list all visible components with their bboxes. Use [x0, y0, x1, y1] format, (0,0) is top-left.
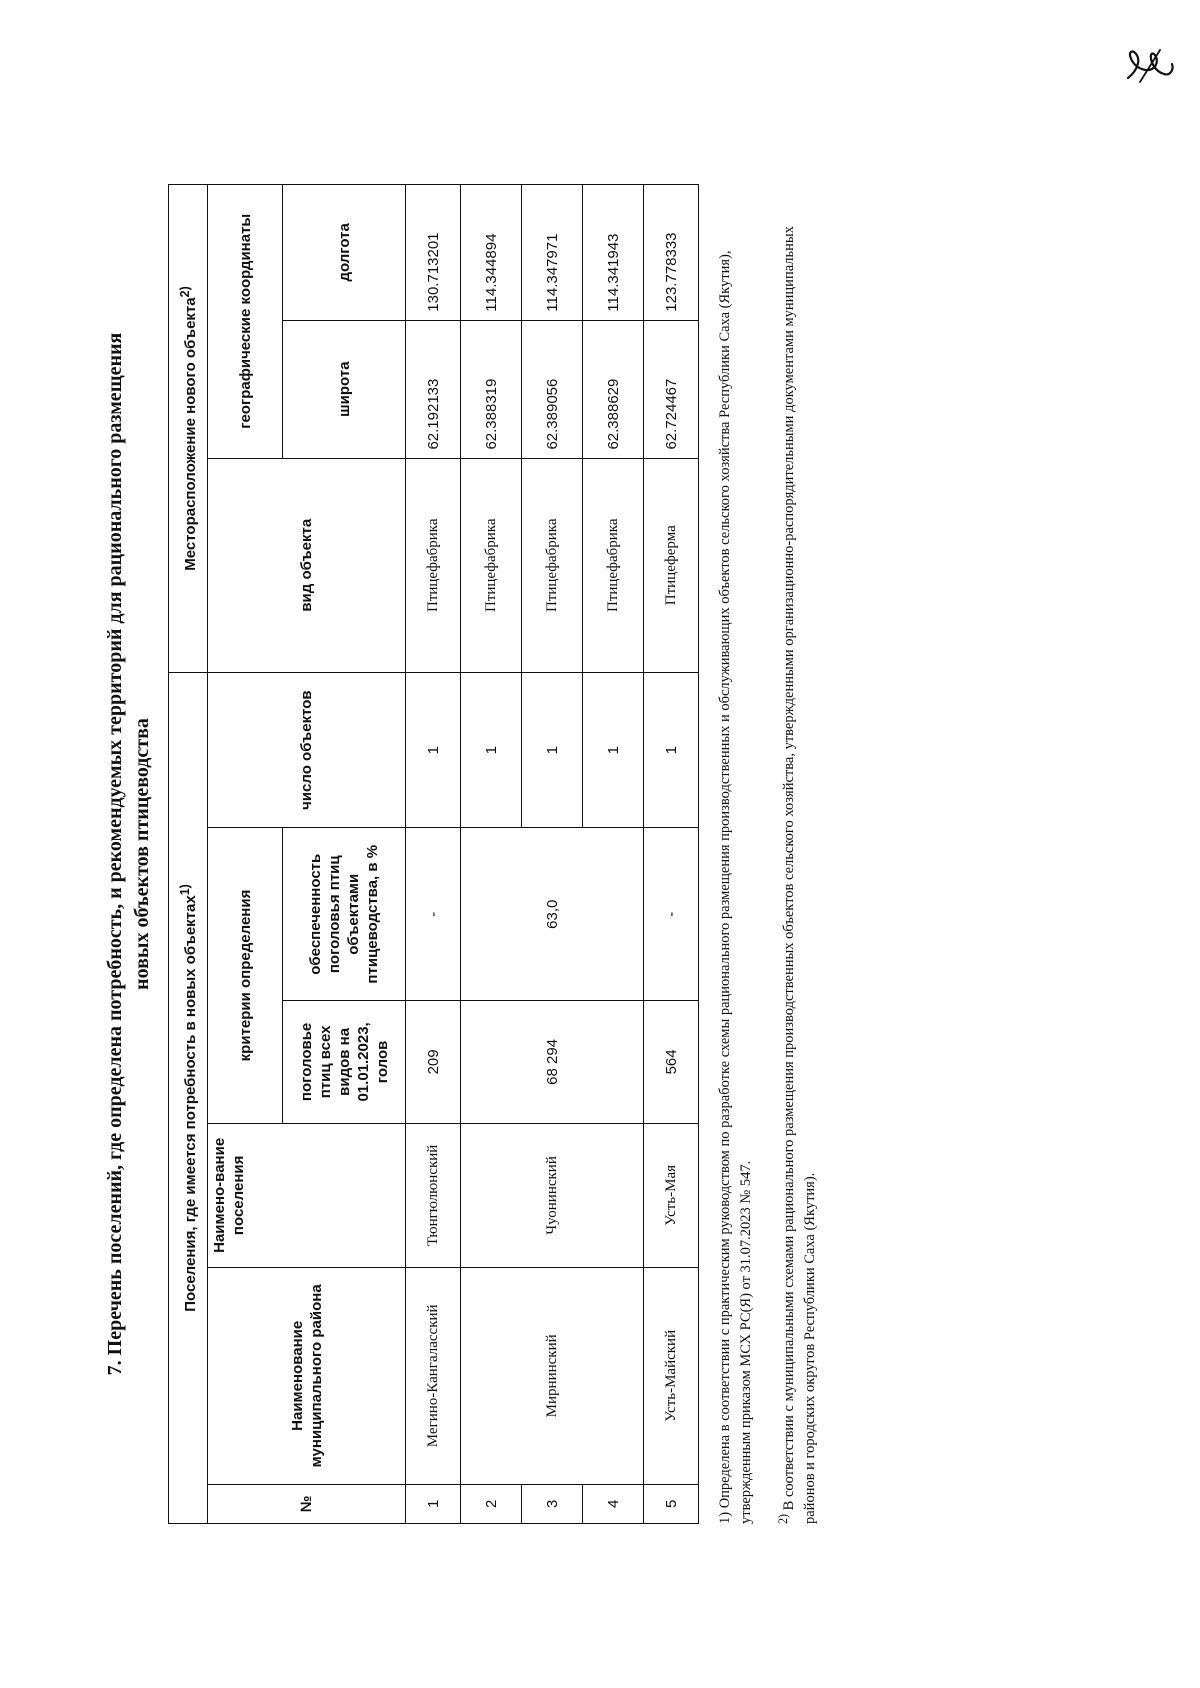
col-header-longitude: долгота [283, 185, 406, 321]
page-number-signature [1120, 40, 1180, 90]
cell-provision: - [406, 828, 461, 1001]
cell-provision-merged: 63,0 [461, 828, 644, 1001]
table-row [644, 185, 699, 1524]
cell-settlement: Тюнгюлюнский [406, 1123, 461, 1267]
cell-livestock: 564 [644, 1001, 699, 1124]
settlements-table [168, 184, 699, 1524]
cell-count: 1 [461, 672, 522, 827]
document-title [102, 184, 156, 1524]
cell-longitude: 114.347971 [522, 185, 583, 321]
cell-count: 1 [583, 672, 644, 827]
table-row [461, 185, 522, 1524]
cell-type: Птицефабрика [583, 458, 644, 672]
cell-livestock: 209 [406, 1001, 461, 1124]
cell-district: Мегино-Кангаласский [406, 1268, 461, 1485]
cell-district-merged: Мирнинский [461, 1268, 644, 1485]
cell-longitude: 114.341943 [583, 185, 644, 321]
cell-settlement: Усть-Мая [644, 1123, 699, 1267]
col-header-number: № [208, 1484, 406, 1523]
col-header-latitude: широта [283, 320, 406, 458]
footnotes [715, 184, 821, 1524]
col-header-provision: обеспеченность поголовья птиц объектами птицеводства, в % [283, 828, 406, 1001]
cell-longitude: 114.344894 [461, 185, 522, 321]
footnote-1: 1) Определена в соответствии с практическим руководством по разработке схемы рационального размещения производственных и обслуживающих объектов сельского хозяйства Республики Саха (Якутия), утвержденным приказом МСХ РС(Я) от 31.07.2023 № 547. [717, 250, 754, 1524]
cell-district: Усть-Майский [644, 1268, 699, 1485]
cell-settlement-merged: Чуонинский [461, 1123, 644, 1267]
cell-number: 1 [406, 1484, 461, 1523]
col-header-count: число объектов [208, 672, 406, 827]
criteria-header: критерии определения [208, 828, 283, 1123]
cell-latitude: 62.724467 [644, 320, 699, 458]
cell-type: Птицефабрика [406, 458, 461, 672]
cell-latitude: 62.389056 [522, 320, 583, 458]
col-header-settlement: Наимено-вание поселения [208, 1123, 406, 1267]
cell-longitude: 130.713201 [406, 185, 461, 321]
title-line-1: 7. Перечень поселений, где определена потребность, и рекомендуемых территорий для рационального размещения [104, 332, 126, 1376]
cell-number: 2 [461, 1484, 522, 1523]
cell-type: Птицеферма [644, 458, 699, 672]
cell-number: 5 [644, 1484, 699, 1523]
cell-livestock-merged: 68 294 [461, 1001, 644, 1124]
title-line-2: новых объектов птицеводства [131, 718, 153, 990]
cell-latitude: 62.388319 [461, 320, 522, 458]
table-row [406, 185, 461, 1524]
footnote-2: $^{2)}$ В соответствии с муниципальными схемами рационального размещения производственных объектов сельского хозяйства, утвержденными организационно-распорядительными документами муниципальных районов и городских округов Республики Саха (Якутия). [776, 226, 818, 1524]
cell-count: 1 [522, 672, 583, 827]
cell-type: Птицефабрика [461, 458, 522, 672]
cell-longitude: 123.778333 [644, 185, 699, 321]
group-header-settlements: Поселения, где имеется потребность в новых объектах$^{1)}$ [169, 672, 208, 1523]
cell-number: 3 [522, 1484, 583, 1523]
cell-provision: - [644, 828, 699, 1001]
col-header-type: вид объекта [208, 458, 406, 672]
col-header-district: Наименование муниципального района [208, 1268, 406, 1485]
cell-count: 1 [644, 672, 699, 827]
cell-number: 4 [583, 1484, 644, 1523]
rotated-page-content [102, 184, 818, 1524]
geo-header: географические координаты [208, 185, 283, 459]
cell-count: 1 [406, 672, 461, 827]
cell-latitude: 62.388629 [583, 320, 644, 458]
cell-latitude: 62.192133 [406, 320, 461, 458]
cell-type: Птицефабрика [522, 458, 583, 672]
col-header-livestock: поголовье птиц всех видов на 01.01.2023, голов [283, 1001, 406, 1124]
group-header-location: Месторасположение нового объекта$^{2)}$ [169, 185, 208, 673]
